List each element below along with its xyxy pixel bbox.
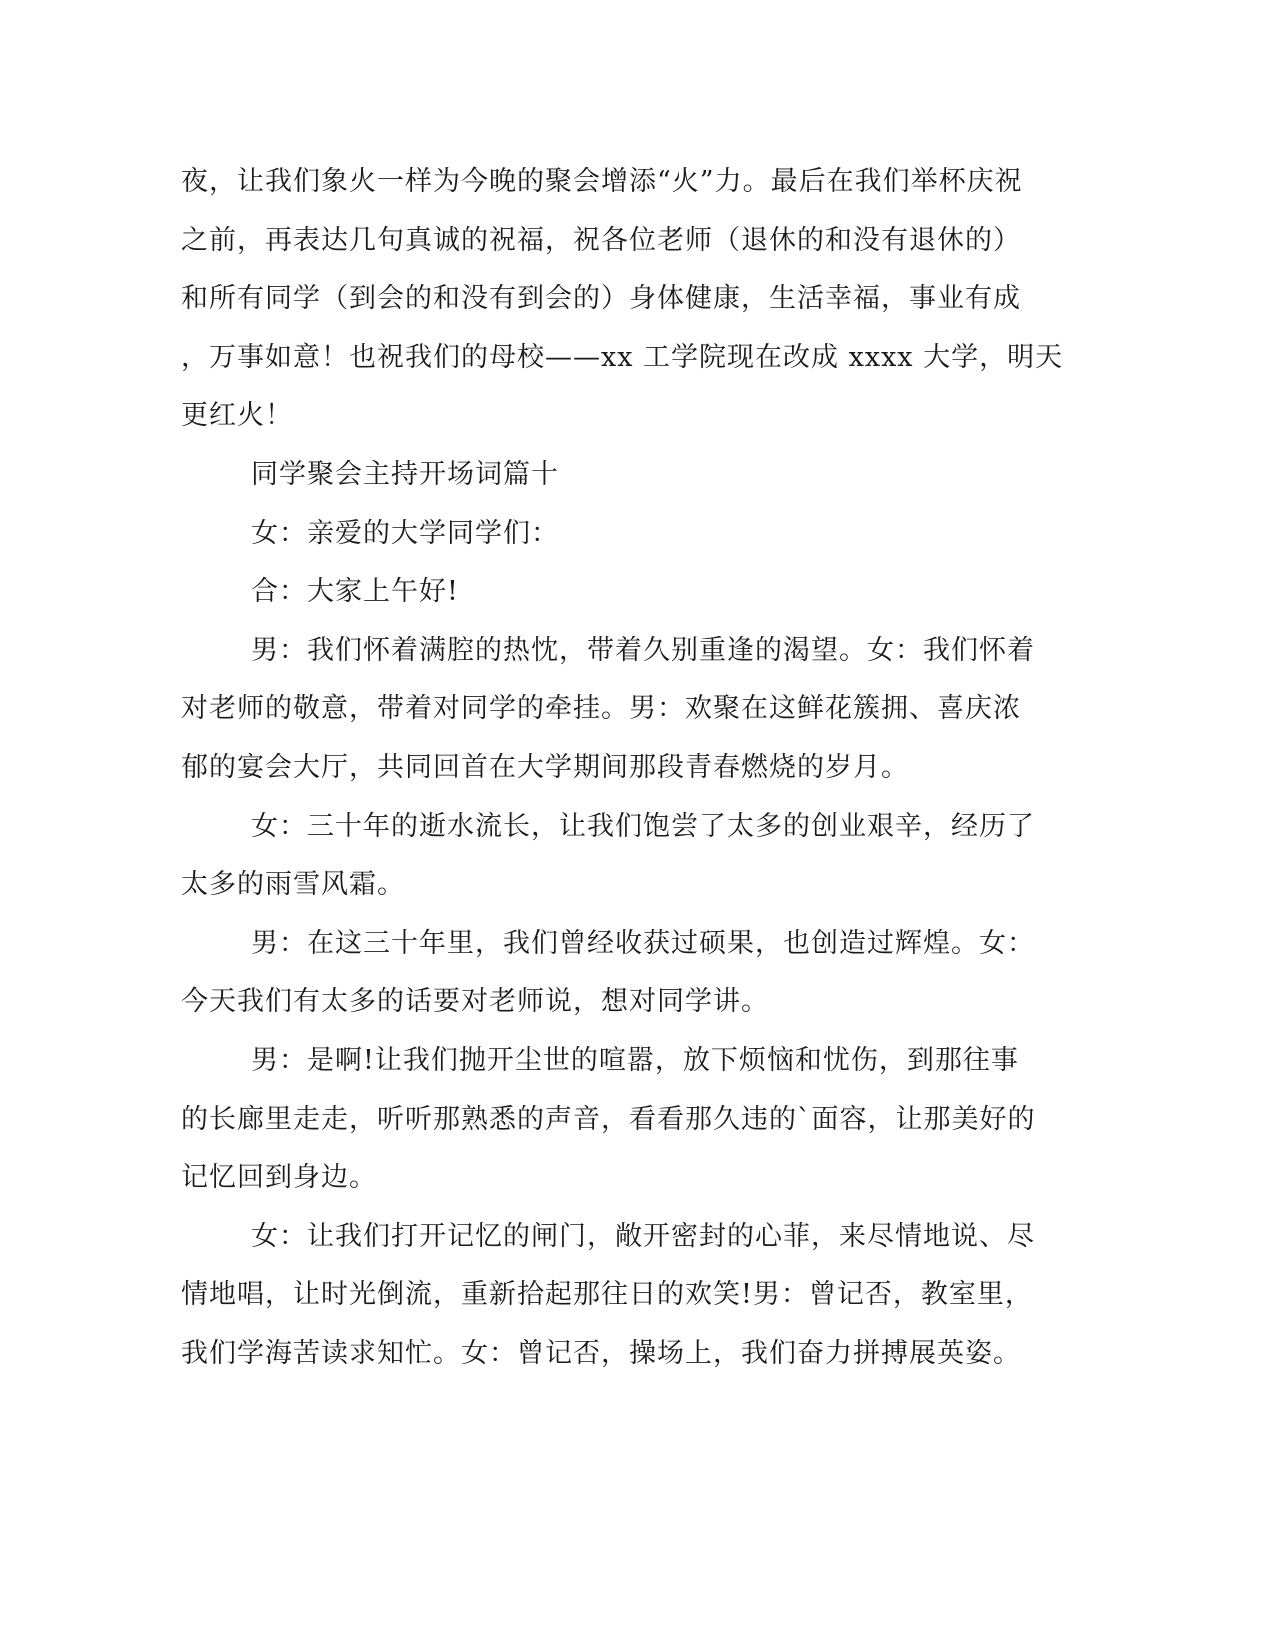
text-line-17: 的长廊里走走，听听那熟悉的声音，看看那久违的`面容，让那美好的 xyxy=(181,1104,1036,1135)
text-line-1: 夜，让我们象火一样为今晚的聚会增添“火”力。最后在我们举杯庆祝 xyxy=(181,166,1023,197)
text-line-15: 今天我们有太多的话要对老师说，想对同学讲。 xyxy=(181,986,769,1017)
text-line-13: 太多的雨雪风霜。 xyxy=(181,869,405,900)
text-line-5: 更红火！ xyxy=(181,400,293,431)
text-line-21: 我们学海苦读求知忙。女：曾记否，操场上，我们奋力拼搏展英姿。 xyxy=(181,1338,1021,1369)
text-line-11: 郁的宴会大厅，共同回首在大学期间那段青春燃烧的岁月。 xyxy=(181,752,909,783)
text-line-4: ，万事如意！也祝我们的母校——xx 工学院现在改成 xxxx 大学，明天 xyxy=(181,342,1064,373)
text-line-8: 合：大家上午好! xyxy=(251,576,459,607)
section-heading: 同学聚会主持开场词篇十 xyxy=(251,459,559,490)
text-line-14: 男：在这三十年里，我们曾经收获过硕果，也创造过辉煌。女： xyxy=(251,928,1035,959)
text-line-18: 记忆回到身边。 xyxy=(181,1162,377,1193)
text-line-9: 男：我们怀着满腔的热忱，带着久别重逢的渴望。女：我们怀着 xyxy=(251,635,1035,666)
text-line-16: 男：是啊!让我们抛开尘世的喧嚣，放下烦恼和忧伤，到那往事 xyxy=(251,1045,1019,1076)
text-line-7: 女：亲爱的大学同学们： xyxy=(251,518,559,549)
text-line-19: 女：让我们打开记忆的闸门，敞开密封的心菲，来尽情地说、尽 xyxy=(251,1221,1035,1252)
text-line-20: 情地唱，让时光倒流，重新拾起那往日的欢笑!男：曾记否，教室里， xyxy=(181,1279,1033,1310)
text-line-12: 女：三十年的逝水流长，让我们饱尝了太多的创业艰辛，经历了 xyxy=(251,811,1035,842)
text-line-2: 之前，再表达几句真诚的祝福，祝各位老师（退休的和没有退休的） xyxy=(181,225,1021,256)
text-line-3: 和所有同学（到会的和没有到会的）身体健康，生活幸福，事业有成 xyxy=(181,283,1021,314)
text-line-10: 对老师的敬意，带着对同学的牵挂。男：欢聚在这鲜花簇拥、喜庆浓 xyxy=(181,693,1021,724)
